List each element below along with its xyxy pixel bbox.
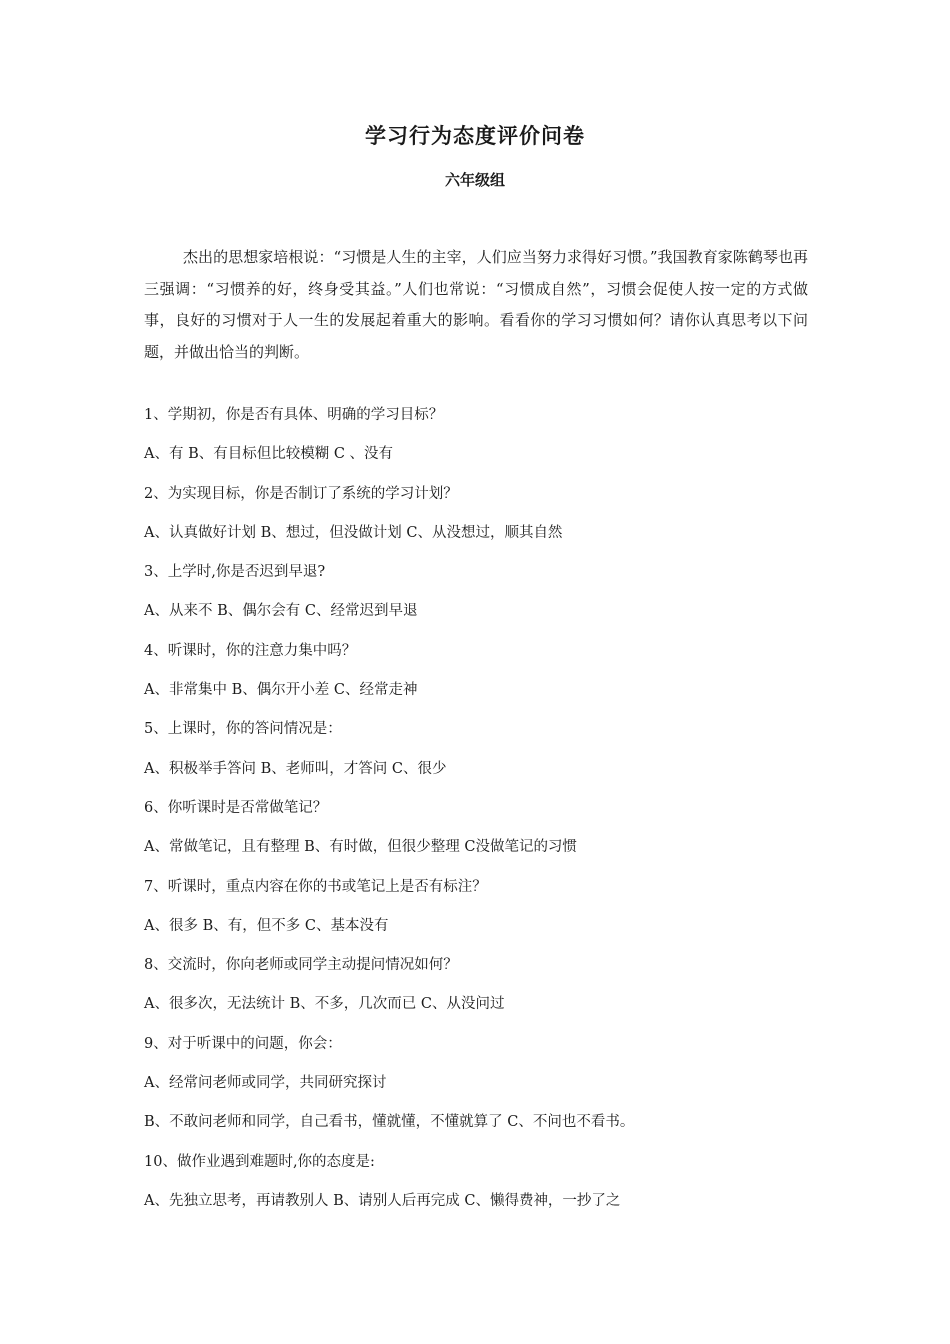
answer-line: A、非常集中 B、偶尔开小差 C、经常走神 [144,682,418,699]
question-line: 4、听课时，你的注意力集中吗？ [144,642,357,659]
answer-line: A、很多次，无法统计 B、不多，几次而已 C、从没问过 [144,996,505,1013]
answer-line: A、有 B、有目标但比较模糊 C 、没有 [144,446,394,463]
question-line: 8、交流时，你向老师或同学主动提问情况如何？ [144,957,458,974]
question-line: 7、听课时，重点内容在你的书或笔记上是否有标注？ [144,878,487,895]
question-list [144,396,824,1221]
answer-line: A、常做笔记，且有整理 B、有时做，但很少整理 C没做笔记的习惯 [144,839,577,856]
answer-line: A、积极举手答问 B、老师叫，才答问 C、很少 [144,760,447,777]
answer-line: B、不敢问老师和同学，自己看书，懂就懂，不懂就算了 C、不问也不看书。 [144,1114,635,1131]
document-title: 学习行为态度评价问卷 [365,124,585,148]
question-line: 2、为实现目标，你是否制订了系统的学习计划？ [144,485,458,502]
intro-paragraph: 杰出的思想家培根说：“习惯是人生的主宰，人们应当努力求得好习惯。”我国教育家陈鹤琴也再三强调：“习惯养的好，终身受其益。”人们也常说：“习惯成自然”，习惯会促使人按一定的方式做事，良好的习惯对于人一生的发展起着重大的影响。看看你的学习习惯如何？请你认真思考以下问题，并做出恰当的判断。 [144,248,808,361]
question-line: 1、学期初，你是否有具体、明确的学习目标？ [144,407,444,423]
question-line: 9、对于听课中的问题，你会： [144,1035,342,1052]
answer-line: A、经常问老师或同学，共同研究探讨 [144,1075,387,1092]
question-line: 5、上课时，你的答问情况是： [144,721,342,738]
document-subtitle: 六年级组 [444,171,505,189]
question-line: 6、你听课时是否常做笔记？ [144,799,328,816]
answer-line: A、很多 B、有，但不多 C、基本没有 [144,917,389,934]
answer-line: A、先独立思考，再请教别人 B、请别人后再完成 C、懒得费神，一抄了之 [144,1192,621,1209]
answer-line: A、从来不 B、偶尔会有 C、经常迟到早退 [144,603,418,620]
question-line: 3、上学时,你是否迟到早退? [144,564,326,581]
question-line: 10、做作业遇到难题时,你的态度是: [144,1153,375,1170]
answer-line: A、认真做好计划 B、想过，但没做计划 C、从没想过，顺其自然 [144,524,563,541]
